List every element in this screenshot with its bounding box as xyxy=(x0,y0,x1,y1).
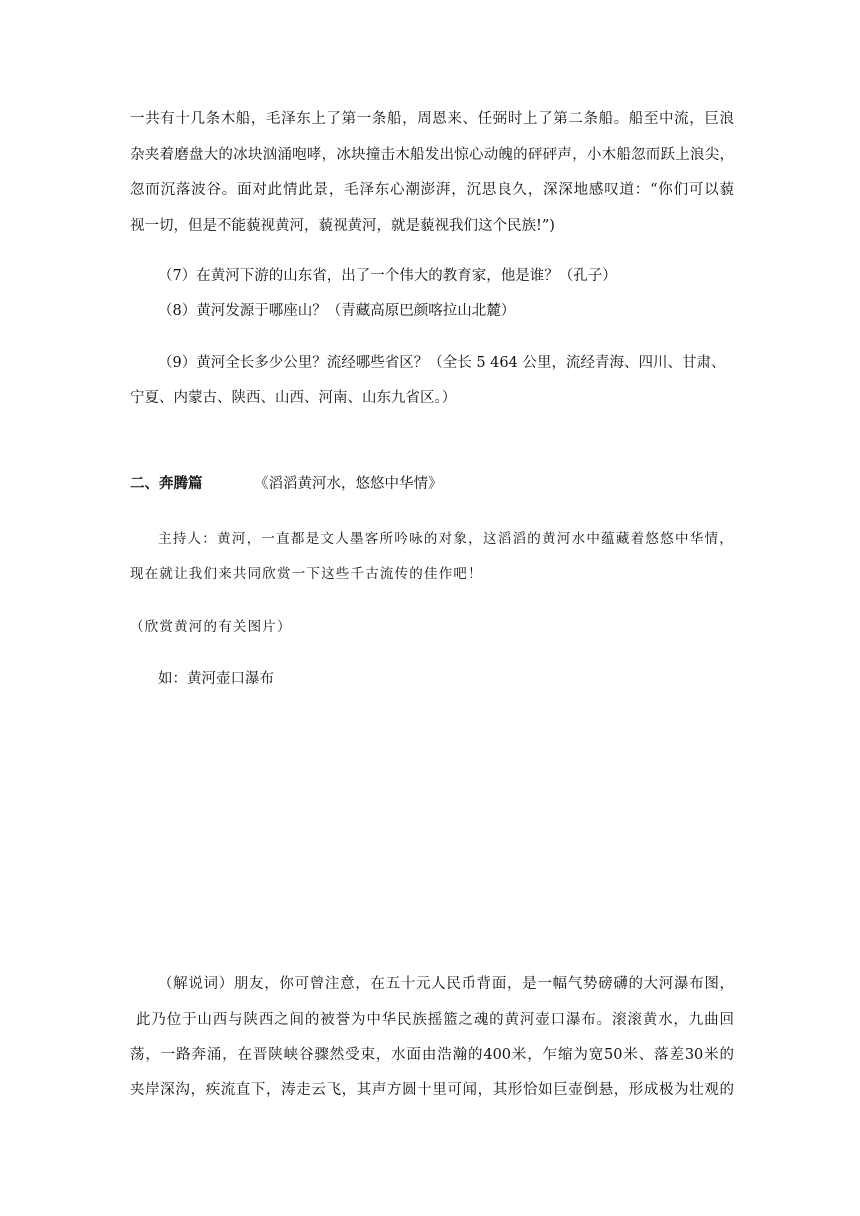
host-speech-line-2: 现在就让我们来共同欣赏一下这些千古流传的佳作吧！ xyxy=(130,566,483,582)
paragraph-line: 视一切，但是不能藐视黄河，藐视黄河，就是藐视我们这个民族!”) xyxy=(130,218,555,234)
section-label: 二、奔腾篇 xyxy=(130,476,203,492)
question-9-line-1: （9）黄河全长多少公里？流经哪些省区？（全长 5 464 公里，流经青海、四川、甘肃、 xyxy=(158,355,726,371)
paragraph-line: 杂夹着磨盘大的冰块汹涌咆哮，冰块撞击木船发出惊心动魄的砰砰声，小木船忽而跃上浪尖， xyxy=(130,147,734,163)
section-heading xyxy=(130,474,443,494)
host-speech-line-1: 主持人：黄河，一直都是文人墨客所吟咏的对象，这滔滔的黄河水中蕴藏着悠悠中华情， xyxy=(158,531,734,547)
narration-line-2: 此乃位于山西与陕西之间的被誉为中华民族摇篮之魂的黄河壶口瀑布。滚滚黄水，九曲回 xyxy=(136,1012,734,1028)
image-note: （欣赏黄河的有关图片） xyxy=(130,619,292,635)
question-9-line-2: 宁夏、内蒙古、陕西、山西、河南、山东九省区。） xyxy=(130,390,457,406)
example-line: 如：黄河壶口瀑布 xyxy=(158,671,274,687)
narration-line-3: 荡，一路奔涌，在晋陕峡谷骤然受束，水面由浩瀚的400米，乍缩为宽50米、落差30米的 xyxy=(130,1047,734,1063)
paragraph-line: 忽而沉落波谷。面对此情此景，毛泽东心潮澎湃，沉思良久，深深地感叹道：“你们可以藐 xyxy=(130,182,734,198)
narration-line-4: 夹岸深沟，疾流直下，涛走云飞，其声方圆十里可闻，其形恰如巨壶倒悬，形成极为壮观的 xyxy=(130,1082,734,1098)
question-7: （7）在黄河下游的山东省，出了一个伟大的教育家，他是谁？（孔子） xyxy=(158,268,617,284)
narration-line-1: （解说词）朋友，你可曾注意，在五十元人民币背面，是一幅气势磅礴的大河瀑布图， xyxy=(158,976,734,992)
paragraph-line: 一共有十几条木船，毛泽东上了第一条船，周恩来、任弼时上了第二条船。船至中流，巨浪 xyxy=(130,111,734,127)
question-8: （8）黄河发源于哪座山？（青藏高原巴颜喀拉山北麓） xyxy=(158,303,516,319)
section-subtitle: 《滔滔黄河水，悠悠中华情》 xyxy=(254,476,443,492)
